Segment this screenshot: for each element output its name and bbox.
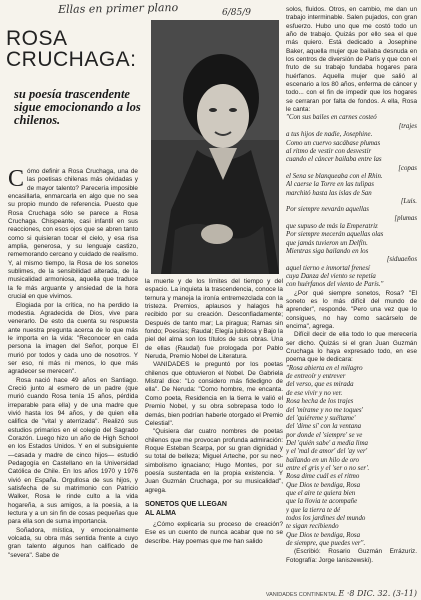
poem-line: del 'mírame y no me toques' [286, 406, 364, 414]
subheading-line-2: AL ALMA [145, 509, 177, 517]
paragraph-4: Soñadora, mística, y emocionalmente volcada, su obra más sentida frente a cuyo gran talento algunos han calificado de "severa". Sabe de [8, 526, 138, 559]
poem-line: de siempre, que puedes ver". [286, 540, 366, 547]
poem-line: Por siempre nevarán aquellas [286, 206, 369, 214]
poem-line: todos los jardines del mundo [286, 514, 366, 522]
portrait-photo [151, 20, 279, 274]
poem-line: a tus hijos de nadie, Josephine. [286, 131, 373, 139]
paragraph-11: Difícil decir de ella todo lo que merecería ser dicho. Quizás si el gran Juan Guzmán Cruchaga lo haya expresado todo, en ese poema que le dedicara: [286, 331, 417, 364]
poem-line: entre el gris y el 'ser o no ser'. [286, 464, 370, 472]
poem-line: [Luis. [400, 197, 417, 205]
paragraph-7: "Quisiera dar cuatro nombres de poetas chilenos que me provocan profunda admiración: Roque Esteban Scarpa, por su gran dignidad y su total de belleza; Miguel Arteche, por su neo-simbolismo ignaciano; Hugo Montes, por su poesía sustentada en la propia existencia. Y Juan Guzmán Cruchaga, por su musicalidad", agrega. [145, 428, 283, 494]
poem-line: Como un cuervo sacábase plumas [286, 139, 381, 147]
poem-line: Mientras siga bailando en los [286, 247, 369, 255]
poem-line: aquel tierno e inmortal frenesí [286, 264, 370, 272]
poem-rosa [286, 365, 417, 549]
paragraph-9: solos, fluidos. Otros, en cambio, me dan un trabajo interminable. Salen pujados, con gran esfuerzo. Hubo uno que me costó todo un año de trabajo. Quizás por ello sea el que más quiero. Está dedicado a Josephine Baker, aquella mujer que bailaba desnuda en los centros de diversión de París y que con el fruto de su trabajo fundaba hogares para huérfanos. Aquella mujer que salió al escenario a los 80 años, enferma de cáncer y todo... con el fin de impedir que los hogares se cerraran por falta de fondos. A ella, Rosa le canta: [286, 6, 417, 114]
poem-line: "Con sus bailes en carnes costeó [286, 114, 377, 122]
poem-line: que la llovia te acompañe [286, 498, 358, 506]
poem-line: con huérfanos del viento de París." [286, 281, 384, 289]
magazine-name: VANIDADES CONTINENTAL [265, 592, 337, 598]
title-line-1: ROSA [6, 27, 68, 50]
poem-line: cuando el cáncer bailaba entre las [286, 156, 382, 164]
poem-line: Que Dios te bendiga, Rosa [286, 531, 361, 539]
poem-line: Del 'quién sabe' a media lima [286, 439, 368, 447]
poem-line: el Sena se blanqueaba con el Rhin. [286, 172, 383, 180]
article-subtitle: su poesía trascendente sigue emocionando a los chilenos. [14, 87, 141, 127]
footer-annotation [266, 589, 417, 598]
subheading-line-1: SONETOS QUE LLEGAN [145, 500, 227, 508]
paragraph-2: Elogiada por la crítica, no ha perdido la modestia. Agradecida de Dios, vive para venerarlo. De esto da cuenta su respuesta ante nuestra pregunta acerca de lo que más le importa en la vida: "Reconocer en cada persona la imagen del Señor, porque El murió por todos y cada uno de nosotros. Y ser eso, ni más ni menos, lo que más agradecer se merecen". [8, 301, 138, 376]
poem-line: [trajes [398, 122, 417, 130]
handwritten-date: 6/85/9 [222, 8, 251, 18]
poem-line: de entreoír y entrever [286, 373, 346, 381]
poem-line: que supuso de más la Emperatriz [286, 222, 378, 230]
handwritten-footer-date: E ·8 DIC. 32. (3-11) [338, 589, 417, 598]
column-2 [145, 278, 283, 596]
title-line-2: CRUCHAGA: [6, 48, 137, 71]
poem-line: y el 'mal de amor' del 'ay ver' [286, 448, 368, 456]
poem-line: Rosa hecha de los trajes [286, 398, 354, 406]
drop-cap: C [8, 168, 25, 192]
column-1 [8, 168, 138, 596]
poem-line: Rosa dime cuál es el ritmo [286, 473, 360, 481]
poem-line: Que Dios te bendiga, Rosa [286, 481, 361, 489]
poem-line: "Rosa abierta en el milagro [286, 364, 363, 372]
poem-line: por donde el 'siempre' se ve [286, 431, 363, 439]
poem-line: Al caerse la Torre en las tulipas [286, 181, 374, 189]
paragraph-10: ¿Por qué siempre sonetos, Rosa? "El soneto es lo más difícil del mundo de aprender", responde. "Pero una vez que lo consigues, no hay como sacárselo de encima", agrega. [286, 289, 417, 331]
poem-line: que jamás tuvieron un Delfín. [286, 239, 368, 247]
portrait-illustration [151, 20, 279, 274]
poem-line: y que la tierra te dé [286, 506, 341, 514]
article-title [6, 28, 137, 70]
poem-line: que el aire te quiera bien [286, 489, 356, 497]
credits: (Escribió: Rosario Guzmán Errázuriz. Fotografía: Jorge Ianiszewski). [286, 548, 417, 564]
poem-line: al ritmo de vestir con desvestir [286, 147, 372, 155]
paragraph-5: la muerte y de los límites del tiempo y del espacio. La inquieta la trascendencia, conoce la ternura y maneja la ironía entremezclada con la tristeza. Premios, aplausos y halagos ha recibido por su creación. Desconfiadamente; Después de tanto mar; La piragua; Ramas sin fondo; Poesías; Raudal; Elegía jubilosa y Bajo la piel del alma son los títulos de sus obras. Una de ellas (Raudal) fue prologada por Pablo Neruda, Premio Nobel de Literatura. [145, 278, 283, 361]
paragraph-8: ¿Cómo explicaría su proceso de creación? Ese es un cuento de nunca acabar que no se describe. Hay poemas que me han salido [145, 520, 283, 545]
poem-line: [plumas [394, 214, 417, 222]
poem-line: bailando en un hilo de oro [286, 456, 360, 464]
paragraph-1 [8, 168, 138, 302]
column-3 [286, 6, 417, 586]
handwritten-section-note: Ellas en primer plano [57, 0, 179, 17]
poem-line: cuya Danza del viento se repetía [286, 273, 376, 280]
section-subheading [145, 500, 283, 518]
poem-line: [siduaeños [386, 256, 417, 264]
poem-line: del 'quiéreme y suéltame' [286, 414, 356, 422]
poem-line: te sigan recibiendo [286, 523, 339, 531]
paragraph-6: VANIDADES le preguntó por los poetas chilenos que obtuvieron el Nobel. De Gabriela Mistral dice: "Lo considero más fidedigno de ella". De Neruda: "Como hombre, me encanta. Como poeta, Residencia en la tierra le valió el Premio Nobel, y su obra sobrepasa todo lo demás, bien podrían haberle otorgado el Premio Celestial". [145, 361, 283, 427]
poem-josephine [286, 114, 417, 289]
poem-line: del 'dime sí' con la ventana [286, 423, 362, 431]
poem-line: marchitó hasta las islas de San [286, 189, 372, 197]
poem-line: Por siempre mecerán aquellas olas [286, 231, 384, 239]
paragraph-3: Rosa nació hace 49 años en Santiago. Creció junto al esmero de un padre (que murió cuando Rosa tenía 15 años, pérdida irreparable para ella) y de una madre que vivió hasta los 94 años, y de quien ella califica de "vital y aterrizada". Realizó sus estudios primarios en el colegio del Sagrado Corazón. Luego hizo un año de High School en los Estados Unidos. Y en el subsiguiente —casada y madre de cinco hijos— estudió Pedagogía en Castellano en la Universidad Católica de Chile. En los años 1970 y 1976 vivió en España. Orgullosa de sus hijos, y satisfecha de su matrimonio con Patricio Walker, Rosa le rinde culto a la vida hogareña, a sus amigos, a la poesía, a la lectura y a un sin fin de cosas pequeñas que para ella son de suma importancia. [8, 376, 138, 526]
paragraph-1-text: ómo definir a Rosa Cruchaga, una de las poetisas chilenas más olvidadas y de mayor talento? Parecería imposible encasillarla, enmarcarla en algo que no sea su propio mundo de referencia. Puesto que Rosa Cruchaga sólo se parece a Rosa Cruchaga. Chispeante, casi infantil en sus reacciones, con esos ojos que se abren tanto como si quisieran tocar el cielo, y esa risa amplia, generosa, y su lenguaje castizo, rememorando cercano y cuidado de realismo. Y, al mismo tiempo, la Rosa de los sonetos sublimes, de la sensibilidad alterada, de la musicalidad armoniosa, aquella que traduce la fe más arguante y ansiedad de la hora crucial en que vivimos. [8, 168, 138, 301]
poem-line: [copas [398, 164, 417, 172]
poem-line: de ese vivir y no ver. [286, 389, 343, 397]
poem-line: del verso, que es mirada [286, 381, 354, 389]
